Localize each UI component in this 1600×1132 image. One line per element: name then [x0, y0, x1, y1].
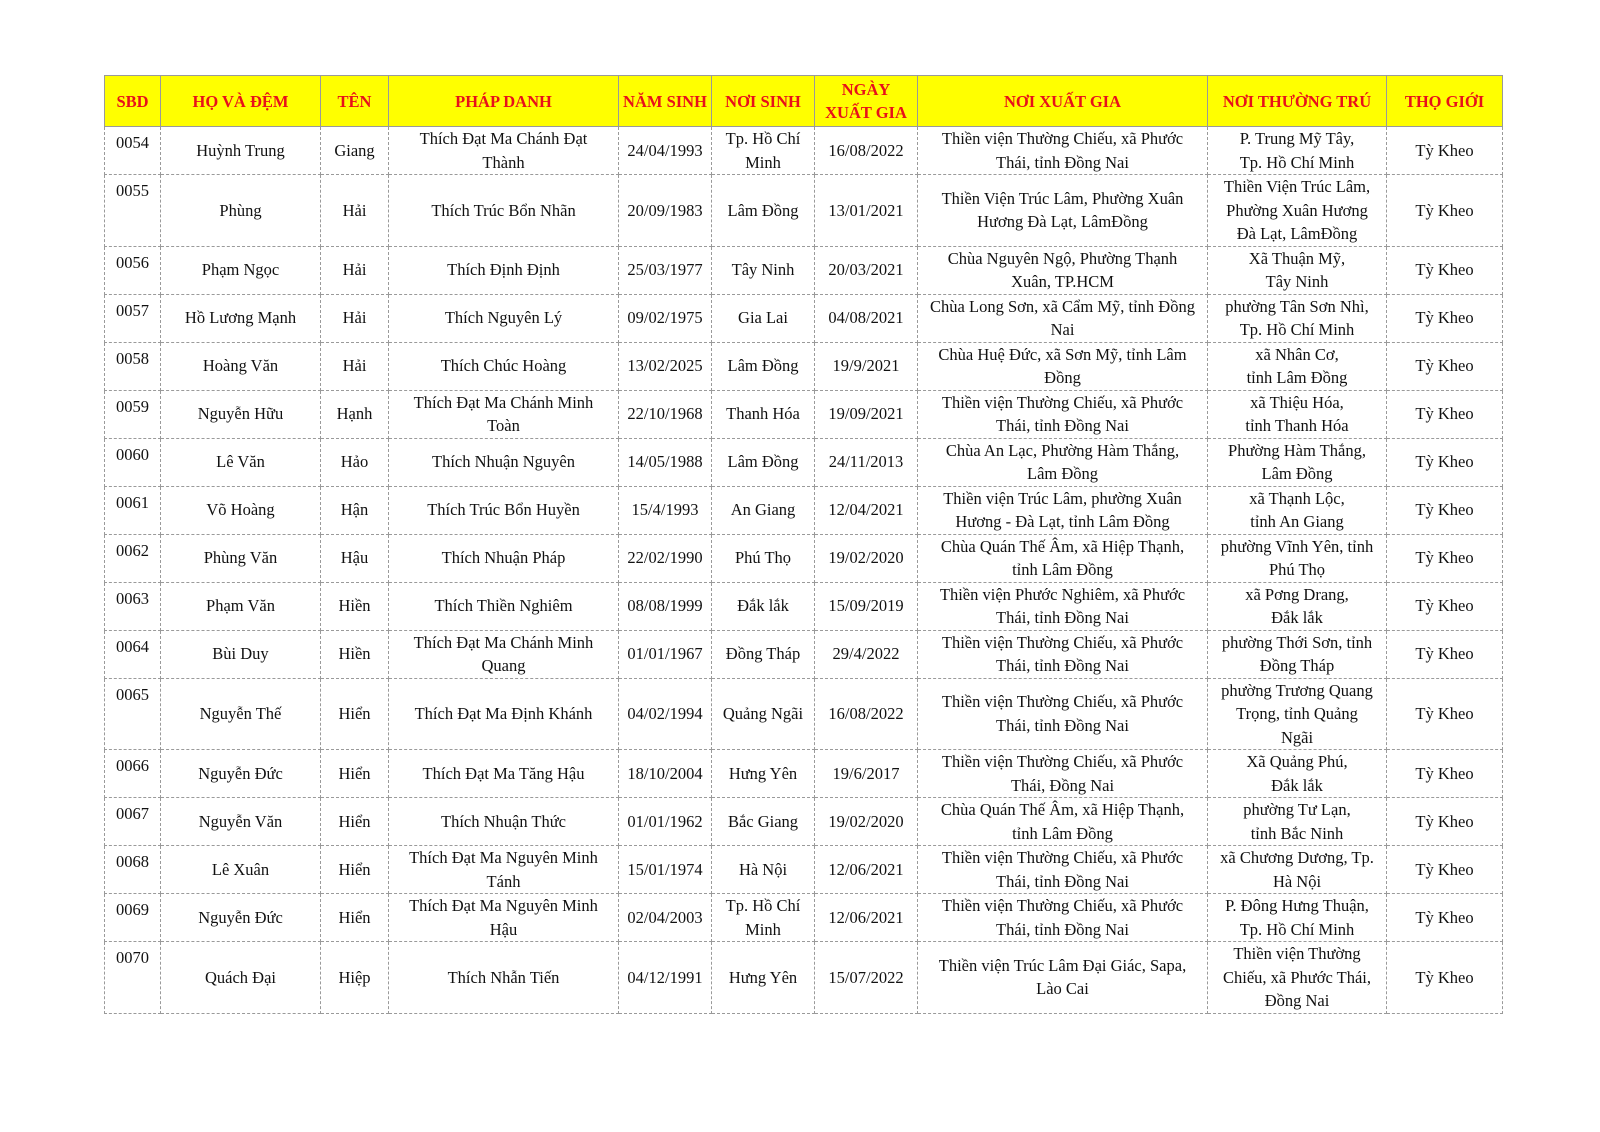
cell-noi-thuong-tru: phường Tân Sơn Nhì, Tp. Hồ Chí Minh — [1208, 294, 1387, 342]
cell-tho-gioi: Tỳ Kheo — [1387, 390, 1503, 438]
table-header — [105, 76, 1503, 127]
cell-nam-sinh: 25/03/1977 — [619, 246, 712, 294]
cell-nam-sinh: 01/01/1962 — [619, 798, 712, 846]
cell-sbd: 0068 — [105, 846, 161, 894]
cell-noi-thuong-tru: P. Trung Mỹ Tây, Tp. Hồ Chí Minh — [1208, 127, 1387, 175]
header-noi-xuat-gia: NƠI XUẤT GIA — [918, 76, 1208, 127]
cell-noi-thuong-tru: phường Vĩnh Yên, tỉnh Phú Thọ — [1208, 534, 1387, 582]
cell-noi-sinh: Hà Nội — [712, 846, 815, 894]
cell-noi-xuat-gia: Chùa An Lạc, Phường Hàm Thắng, Lâm Đồng — [918, 438, 1208, 486]
header-row — [105, 76, 1503, 127]
cell-noi-sinh: An Giang — [712, 486, 815, 534]
cell-noi-xuat-gia: Chùa Quán Thế Âm, xã Hiệp Thạnh, tỉnh Lâm Đồng — [918, 798, 1208, 846]
cell-ngay-xuat-gia: 16/08/2022 — [815, 127, 918, 175]
table-row — [105, 127, 1503, 175]
cell-ho-va-dem: Quách Đại — [161, 942, 321, 1014]
cell-ho-va-dem: Bùi Duy — [161, 630, 321, 678]
cell-ngay-xuat-gia: 19/6/2017 — [815, 750, 918, 798]
header-noi-thuong-tru: NƠI THƯỜNG TRÚ — [1208, 76, 1387, 127]
cell-noi-xuat-gia: Chùa Long Sơn, xã Cẩm Mỹ, tỉnh Đồng Nai — [918, 294, 1208, 342]
cell-ngay-xuat-gia: 15/07/2022 — [815, 942, 918, 1014]
cell-noi-xuat-gia: Thiền viện Thường Chiếu, xã Phước Thái, tỉnh Đồng Nai — [918, 390, 1208, 438]
cell-noi-xuat-gia: Thiền viện Phước Nghiêm, xã Phước Thái, tỉnh Đồng Nai — [918, 582, 1208, 630]
table-row — [105, 534, 1503, 582]
cell-noi-thuong-tru: Phường Hàm Thắng, Lâm Đồng — [1208, 438, 1387, 486]
cell-nam-sinh: 09/02/1975 — [619, 294, 712, 342]
cell-sbd: 0067 — [105, 798, 161, 846]
cell-sbd: 0058 — [105, 342, 161, 390]
cell-nam-sinh: 15/4/1993 — [619, 486, 712, 534]
cell-ngay-xuat-gia: 19/02/2020 — [815, 798, 918, 846]
cell-noi-thuong-tru: phường Thới Sơn, tỉnh Đồng Tháp — [1208, 630, 1387, 678]
cell-phap-danh: Thích Thiền Nghiêm — [389, 582, 619, 630]
cell-ngay-xuat-gia: 24/11/2013 — [815, 438, 918, 486]
cell-ten: Hiệp — [321, 942, 389, 1014]
cell-phap-danh: Thích Đạt Ma Định Khánh — [389, 678, 619, 750]
cell-ho-va-dem: Nguyễn Văn — [161, 798, 321, 846]
header-noi-sinh: NƠI SINH — [712, 76, 815, 127]
table-row — [105, 175, 1503, 247]
cell-noi-xuat-gia: Thiền viện Thường Chiếu, xã Phước Thái, tỉnh Đồng Nai — [918, 846, 1208, 894]
cell-noi-sinh: Lâm Đồng — [712, 438, 815, 486]
cell-ngay-xuat-gia: 12/06/2021 — [815, 846, 918, 894]
table-row — [105, 846, 1503, 894]
cell-noi-xuat-gia: Chùa Quán Thế Âm, xã Hiệp Thạnh, tỉnh Lâm Đồng — [918, 534, 1208, 582]
cell-tho-gioi: Tỳ Kheo — [1387, 942, 1503, 1014]
cell-ten: Hậu — [321, 534, 389, 582]
cell-ngay-xuat-gia: 20/03/2021 — [815, 246, 918, 294]
cell-noi-xuat-gia: Thiền viện Thường Chiếu, xã Phước Thái, tỉnh Đồng Nai — [918, 678, 1208, 750]
cell-noi-sinh: Tây Ninh — [712, 246, 815, 294]
cell-noi-thuong-tru: xã Chương Dương, Tp. Hà Nội — [1208, 846, 1387, 894]
cell-phap-danh: Thích Đạt Ma Tăng Hậu — [389, 750, 619, 798]
cell-noi-sinh: Quảng Ngãi — [712, 678, 815, 750]
cell-phap-danh: Thích Đạt Ma Chánh Minh Toàn — [389, 390, 619, 438]
header-ngay-xuat-gia: NGÀY XUẤT GIA — [815, 76, 918, 127]
cell-ngay-xuat-gia: 12/06/2021 — [815, 894, 918, 942]
cell-nam-sinh: 08/08/1999 — [619, 582, 712, 630]
cell-noi-thuong-tru: Xã Quảng Phú, Đắk lắk — [1208, 750, 1387, 798]
cell-noi-sinh: Lâm Đồng — [712, 342, 815, 390]
cell-tho-gioi: Tỳ Kheo — [1387, 246, 1503, 294]
table-body — [105, 127, 1503, 1014]
cell-phap-danh: Thích Đạt Ma Chánh Đạt Thành — [389, 127, 619, 175]
table-row — [105, 294, 1503, 342]
header-tho-gioi: THỌ GIỚI — [1387, 76, 1503, 127]
cell-noi-thuong-tru: Thiền viện Thường Chiếu, xã Phước Thái, Đồng Nai — [1208, 942, 1387, 1014]
cell-ten: Giang — [321, 127, 389, 175]
cell-nam-sinh: 22/02/1990 — [619, 534, 712, 582]
cell-ho-va-dem: Hoàng Văn — [161, 342, 321, 390]
cell-phap-danh: Thích Đạt Ma Nguyên Minh Tánh — [389, 846, 619, 894]
cell-ten: Hạnh — [321, 390, 389, 438]
cell-ten: Hảo — [321, 438, 389, 486]
cell-sbd: 0066 — [105, 750, 161, 798]
cell-noi-sinh: Lâm Đồng — [712, 175, 815, 247]
cell-noi-thuong-tru: xã Thạnh Lộc, tỉnh An Giang — [1208, 486, 1387, 534]
cell-noi-sinh: Đồng Tháp — [712, 630, 815, 678]
header-ten: TÊN — [321, 76, 389, 127]
cell-nam-sinh: 13/02/2025 — [619, 342, 712, 390]
cell-noi-thuong-tru: phường Trương Quang Trọng, tỉnh Quảng Ngãi — [1208, 678, 1387, 750]
cell-noi-xuat-gia: Thiền viện Thường Chiếu, xã Phước Thái, tỉnh Đồng Nai — [918, 894, 1208, 942]
cell-noi-xuat-gia: Thiền viện Trúc Lâm, phường Xuân Hương - Đà Lạt, tỉnh Lâm Đồng — [918, 486, 1208, 534]
cell-tho-gioi: Tỳ Kheo — [1387, 534, 1503, 582]
table-row — [105, 246, 1503, 294]
cell-ngay-xuat-gia: 04/08/2021 — [815, 294, 918, 342]
cell-ten: Hải — [321, 294, 389, 342]
cell-nam-sinh: 02/04/2003 — [619, 894, 712, 942]
cell-noi-xuat-gia: Thiền viện Trúc Lâm Đại Giác, Sapa, Lào Cai — [918, 942, 1208, 1014]
cell-noi-sinh: Thanh Hóa — [712, 390, 815, 438]
cell-ho-va-dem: Phùng Văn — [161, 534, 321, 582]
cell-ten: Hải — [321, 246, 389, 294]
cell-tho-gioi: Tỳ Kheo — [1387, 127, 1503, 175]
cell-ngay-xuat-gia: 19/02/2020 — [815, 534, 918, 582]
cell-noi-xuat-gia: Thiền viện Thường Chiếu, xã Phước Thái, Đồng Nai — [918, 750, 1208, 798]
cell-noi-thuong-tru: xã Pơng Drang, Đắk lắk — [1208, 582, 1387, 630]
cell-noi-thuong-tru: Xã Thuận Mỹ, Tây Ninh — [1208, 246, 1387, 294]
cell-noi-sinh: Đắk lắk — [712, 582, 815, 630]
cell-tho-gioi: Tỳ Kheo — [1387, 438, 1503, 486]
cell-phap-danh: Thích Định Định — [389, 246, 619, 294]
cell-nam-sinh: 20/09/1983 — [619, 175, 712, 247]
header-phap-danh: PHÁP DANH — [389, 76, 619, 127]
cell-ngay-xuat-gia: 16/08/2022 — [815, 678, 918, 750]
cell-noi-sinh: Gia Lai — [712, 294, 815, 342]
cell-sbd: 0064 — [105, 630, 161, 678]
cell-phap-danh: Thích Đạt Ma Nguyên Minh Hậu — [389, 894, 619, 942]
cell-sbd: 0069 — [105, 894, 161, 942]
cell-sbd: 0055 — [105, 175, 161, 247]
cell-sbd: 0062 — [105, 534, 161, 582]
cell-noi-sinh: Hưng Yên — [712, 750, 815, 798]
cell-nam-sinh: 01/01/1967 — [619, 630, 712, 678]
cell-ngay-xuat-gia: 19/09/2021 — [815, 390, 918, 438]
cell-ho-va-dem: Lê Xuân — [161, 846, 321, 894]
cell-ten: Hiển — [321, 798, 389, 846]
table-row — [105, 582, 1503, 630]
cell-nam-sinh: 15/01/1974 — [619, 846, 712, 894]
cell-phap-danh: Thích Nguyên Lý — [389, 294, 619, 342]
cell-sbd: 0059 — [105, 390, 161, 438]
cell-ho-va-dem: Nguyễn Hữu — [161, 390, 321, 438]
ordination-roster-table — [104, 75, 1503, 1014]
cell-tho-gioi: Tỳ Kheo — [1387, 630, 1503, 678]
cell-phap-danh: Thích Nhẫn Tiến — [389, 942, 619, 1014]
cell-ho-va-dem: Nguyễn Đức — [161, 894, 321, 942]
cell-nam-sinh: 18/10/2004 — [619, 750, 712, 798]
cell-noi-sinh: Tp. Hồ Chí Minh — [712, 127, 815, 175]
cell-ten: Hải — [321, 175, 389, 247]
cell-noi-xuat-gia: Chùa Nguyên Ngộ, Phường Thạnh Xuân, TP.HCM — [918, 246, 1208, 294]
cell-nam-sinh: 24/04/1993 — [619, 127, 712, 175]
header-ho-va-dem: HỌ VÀ ĐỆM — [161, 76, 321, 127]
cell-tho-gioi: Tỳ Kheo — [1387, 486, 1503, 534]
cell-tho-gioi: Tỳ Kheo — [1387, 175, 1503, 247]
cell-ho-va-dem: Nguyễn Đức — [161, 750, 321, 798]
cell-ten: Hải — [321, 342, 389, 390]
cell-tho-gioi: Tỳ Kheo — [1387, 894, 1503, 942]
table-row — [105, 630, 1503, 678]
cell-nam-sinh: 04/02/1994 — [619, 678, 712, 750]
table-row — [105, 942, 1503, 1014]
cell-noi-thuong-tru: phường Tư Lạn, tỉnh Bắc Ninh — [1208, 798, 1387, 846]
cell-ten: Hiền — [321, 630, 389, 678]
cell-ten: Hiển — [321, 846, 389, 894]
cell-noi-thuong-tru: Thiền Viện Trúc Lâm, Phường Xuân Hương Đà Lạt, LâmĐồng — [1208, 175, 1387, 247]
table-row — [105, 894, 1503, 942]
cell-ten: Hiển — [321, 678, 389, 750]
cell-noi-xuat-gia: Thiền viện Thường Chiếu, xã Phước Thái, tỉnh Đồng Nai — [918, 630, 1208, 678]
cell-tho-gioi: Tỳ Kheo — [1387, 342, 1503, 390]
cell-ten: Hiền — [321, 582, 389, 630]
cell-noi-sinh: Phú Thọ — [712, 534, 815, 582]
cell-sbd: 0057 — [105, 294, 161, 342]
cell-sbd: 0056 — [105, 246, 161, 294]
table-row — [105, 486, 1503, 534]
cell-tho-gioi: Tỳ Kheo — [1387, 294, 1503, 342]
cell-noi-thuong-tru: xã Nhân Cơ, tỉnh Lâm Đồng — [1208, 342, 1387, 390]
table-row — [105, 798, 1503, 846]
cell-ngay-xuat-gia: 15/09/2019 — [815, 582, 918, 630]
cell-ngay-xuat-gia: 12/04/2021 — [815, 486, 918, 534]
cell-nam-sinh: 22/10/1968 — [619, 390, 712, 438]
cell-ngay-xuat-gia: 19/9/2021 — [815, 342, 918, 390]
cell-ten: Hiển — [321, 750, 389, 798]
cell-ngay-xuat-gia: 13/01/2021 — [815, 175, 918, 247]
cell-ho-va-dem: Huỳnh Trung — [161, 127, 321, 175]
cell-tho-gioi: Tỳ Kheo — [1387, 678, 1503, 750]
cell-phap-danh: Thích Nhuận Thức — [389, 798, 619, 846]
cell-ho-va-dem: Phạm Ngọc — [161, 246, 321, 294]
cell-sbd: 0054 — [105, 127, 161, 175]
cell-tho-gioi: Tỳ Kheo — [1387, 582, 1503, 630]
cell-phap-danh: Thích Chúc Hoàng — [389, 342, 619, 390]
cell-ho-va-dem: Phùng — [161, 175, 321, 247]
cell-noi-xuat-gia: Thiền Viện Trúc Lâm, Phường Xuân Hương Đà Lạt, LâmĐồng — [918, 175, 1208, 247]
cell-sbd: 0063 — [105, 582, 161, 630]
cell-noi-sinh: Bắc Giang — [712, 798, 815, 846]
cell-sbd: 0070 — [105, 942, 161, 1014]
cell-ho-va-dem: Nguyễn Thế — [161, 678, 321, 750]
cell-tho-gioi: Tỳ Kheo — [1387, 750, 1503, 798]
cell-tho-gioi: Tỳ Kheo — [1387, 846, 1503, 894]
header-nam-sinh: NĂM SINH — [619, 76, 712, 127]
table-row — [105, 750, 1503, 798]
cell-sbd: 0065 — [105, 678, 161, 750]
cell-ten: Hiển — [321, 894, 389, 942]
cell-ho-va-dem: Hồ Lương Mạnh — [161, 294, 321, 342]
cell-sbd: 0061 — [105, 486, 161, 534]
table-row — [105, 678, 1503, 750]
cell-tho-gioi: Tỳ Kheo — [1387, 798, 1503, 846]
cell-noi-sinh: Hưng Yên — [712, 942, 815, 1014]
cell-ten: Hận — [321, 486, 389, 534]
table-row — [105, 342, 1503, 390]
cell-nam-sinh: 04/12/1991 — [619, 942, 712, 1014]
cell-noi-xuat-gia: Thiền viện Thường Chiếu, xã Phước Thái, tỉnh Đồng Nai — [918, 127, 1208, 175]
cell-ho-va-dem: Phạm Văn — [161, 582, 321, 630]
table-row — [105, 438, 1503, 486]
cell-ho-va-dem: Võ Hoàng — [161, 486, 321, 534]
cell-ho-va-dem: Lê Văn — [161, 438, 321, 486]
cell-phap-danh: Thích Trúc Bổn Huyền — [389, 486, 619, 534]
table-row — [105, 390, 1503, 438]
cell-phap-danh: Thích Nhuận Nguyên — [389, 438, 619, 486]
cell-phap-danh: Thích Trúc Bổn Nhãn — [389, 175, 619, 247]
cell-phap-danh: Thích Đạt Ma Chánh Minh Quang — [389, 630, 619, 678]
cell-phap-danh: Thích Nhuận Pháp — [389, 534, 619, 582]
cell-nam-sinh: 14/05/1988 — [619, 438, 712, 486]
cell-noi-sinh: Tp. Hồ Chí Minh — [712, 894, 815, 942]
cell-noi-thuong-tru: P. Đông Hưng Thuận, Tp. Hồ Chí Minh — [1208, 894, 1387, 942]
header-sbd: SBD — [105, 76, 161, 127]
cell-noi-xuat-gia: Chùa Huệ Đức, xã Sơn Mỹ, tỉnh Lâm Đồng — [918, 342, 1208, 390]
cell-noi-thuong-tru: xã Thiệu Hóa, tỉnh Thanh Hóa — [1208, 390, 1387, 438]
cell-ngay-xuat-gia: 29/4/2022 — [815, 630, 918, 678]
cell-sbd: 0060 — [105, 438, 161, 486]
